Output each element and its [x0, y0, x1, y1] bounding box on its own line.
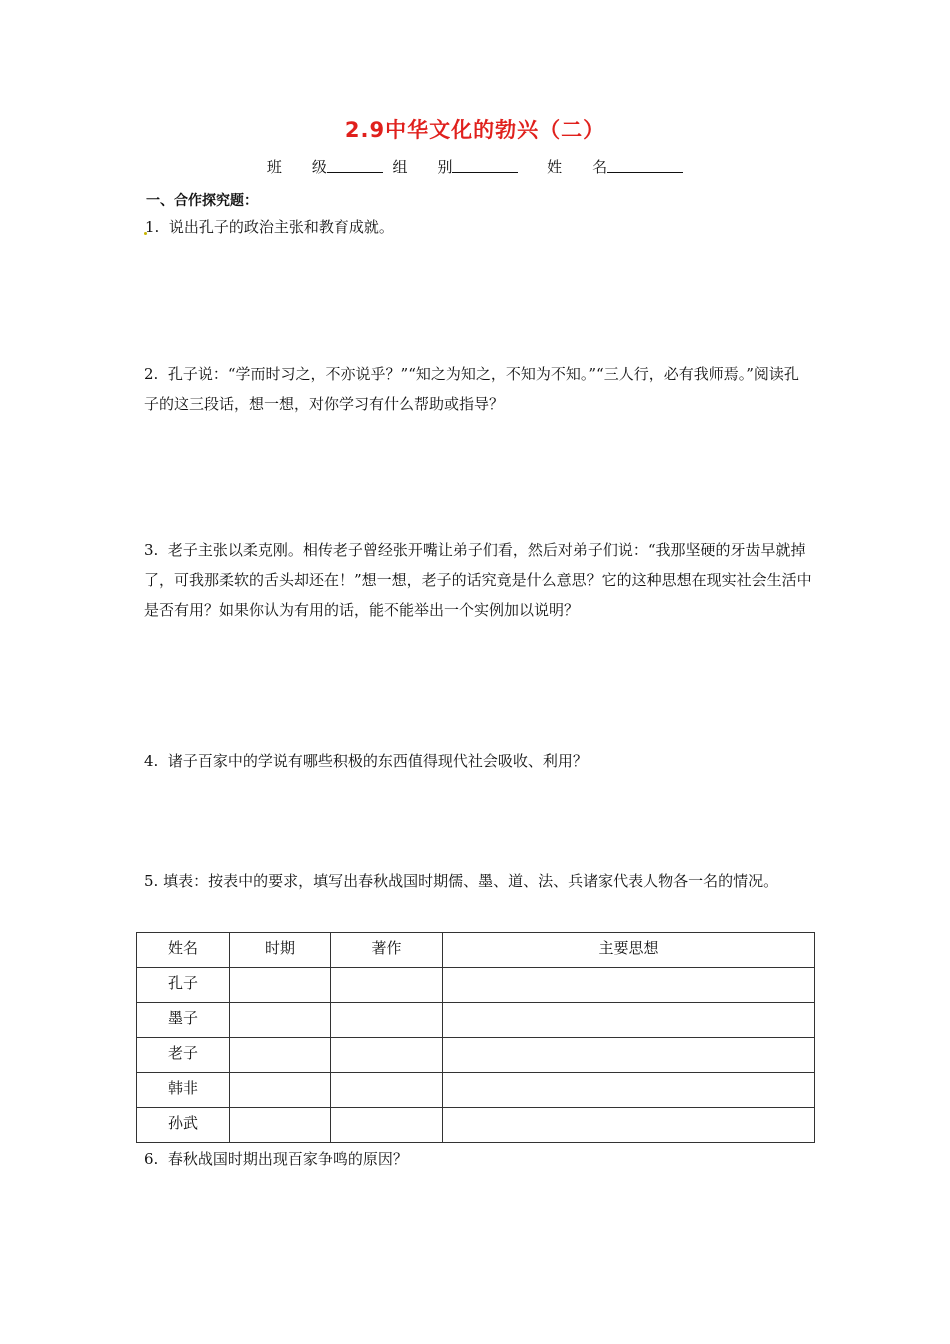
- table-row: [137, 1003, 815, 1038]
- header-cell: 时期: [230, 933, 331, 968]
- ideas-cell[interactable]: [443, 1038, 815, 1073]
- question-text: 春秋战国时期出现百家争鸣的原因？: [167, 1150, 408, 1168]
- section-title: 一、合作探究题：: [146, 193, 258, 209]
- question-number: 6.: [144, 1150, 159, 1168]
- name-cell: 孔子: [137, 968, 230, 1003]
- period-cell[interactable]: [230, 1003, 331, 1038]
- period-cell[interactable]: [230, 1038, 331, 1073]
- period-cell[interactable]: [230, 1108, 331, 1143]
- philosophers-table: [136, 932, 815, 1143]
- name-cell: 韩非: [137, 1073, 230, 1108]
- ideas-cell[interactable]: [443, 968, 815, 1003]
- ideas-cell[interactable]: [443, 1108, 815, 1143]
- student-info-line: [0, 156, 950, 177]
- question-3: [144, 535, 816, 625]
- table-row: [137, 1073, 815, 1108]
- table-header-row: [137, 933, 815, 968]
- class-label: 班 级: [266, 158, 327, 176]
- question-text: 说出孔子的政治主张和教育成就。: [168, 218, 394, 236]
- name-blank[interactable]: [607, 157, 683, 173]
- ideas-cell[interactable]: [443, 1073, 815, 1108]
- works-cell[interactable]: [331, 968, 443, 1003]
- name-label: 姓 名: [547, 158, 608, 176]
- name-cell: 老子: [137, 1038, 230, 1073]
- header-cell: 著作: [331, 933, 443, 968]
- question-4: [144, 746, 814, 776]
- question-text: 老子主张以柔克刚。相传老子曾经张开嘴让弟子们看，然后对弟子们说：“我那坚硬的牙齿早就掉了，可我那柔软的舌头却还在！”想一想，老子的话究竟是什么意思？它的这种思想在现实社会生活中是否有用？如果你认为有用的话，能不能举出一个实例加以说明？: [144, 541, 812, 619]
- works-cell[interactable]: [331, 1038, 443, 1073]
- header-cell: 主要思想: [443, 933, 815, 968]
- page-title: 2.9中华文化的勃兴（二）: [344, 118, 606, 142]
- name-cell: 墨子: [137, 1003, 230, 1038]
- ideas-cell[interactable]: [443, 1003, 815, 1038]
- class-blank[interactable]: [327, 157, 383, 173]
- question-number: 1.: [145, 218, 160, 236]
- question-number: 5.: [144, 872, 159, 890]
- table-row: [137, 1038, 815, 1073]
- name-cell: 孙武: [137, 1108, 230, 1143]
- question-number: 4.: [144, 752, 159, 770]
- group-blank[interactable]: [452, 157, 518, 173]
- header-cell: 姓名: [137, 933, 230, 968]
- table-row: [137, 968, 815, 1003]
- question-2: [144, 359, 810, 419]
- question-number: 2.: [144, 365, 159, 383]
- question-text: 诸子百家中的学说有哪些积极的东西值得现代社会吸收、利用？: [167, 752, 588, 770]
- question-1: [144, 212, 814, 242]
- table-row: [137, 1108, 815, 1143]
- question-5: [144, 866, 804, 896]
- question-text: 填表：按表中的要求，填写出春秋战国时期儒、墨、道、法、兵诸家代表人物各一名的情况。: [163, 872, 779, 890]
- period-cell[interactable]: [230, 1073, 331, 1108]
- group-label: 组 别: [392, 158, 453, 176]
- question-number: 3.: [144, 541, 159, 559]
- question-6: [144, 1144, 814, 1174]
- period-cell[interactable]: [230, 968, 331, 1003]
- question-text: 孔子说：“学而时习之，不亦说乎？”“知之为知之，不知为不知。”“三人行，必有我师焉。”阅读孔子的这三段话，想一想，对你学习有什么帮助或指导？: [144, 365, 799, 413]
- works-cell[interactable]: [331, 1108, 443, 1143]
- works-cell[interactable]: [331, 1003, 443, 1038]
- works-cell[interactable]: [331, 1073, 443, 1108]
